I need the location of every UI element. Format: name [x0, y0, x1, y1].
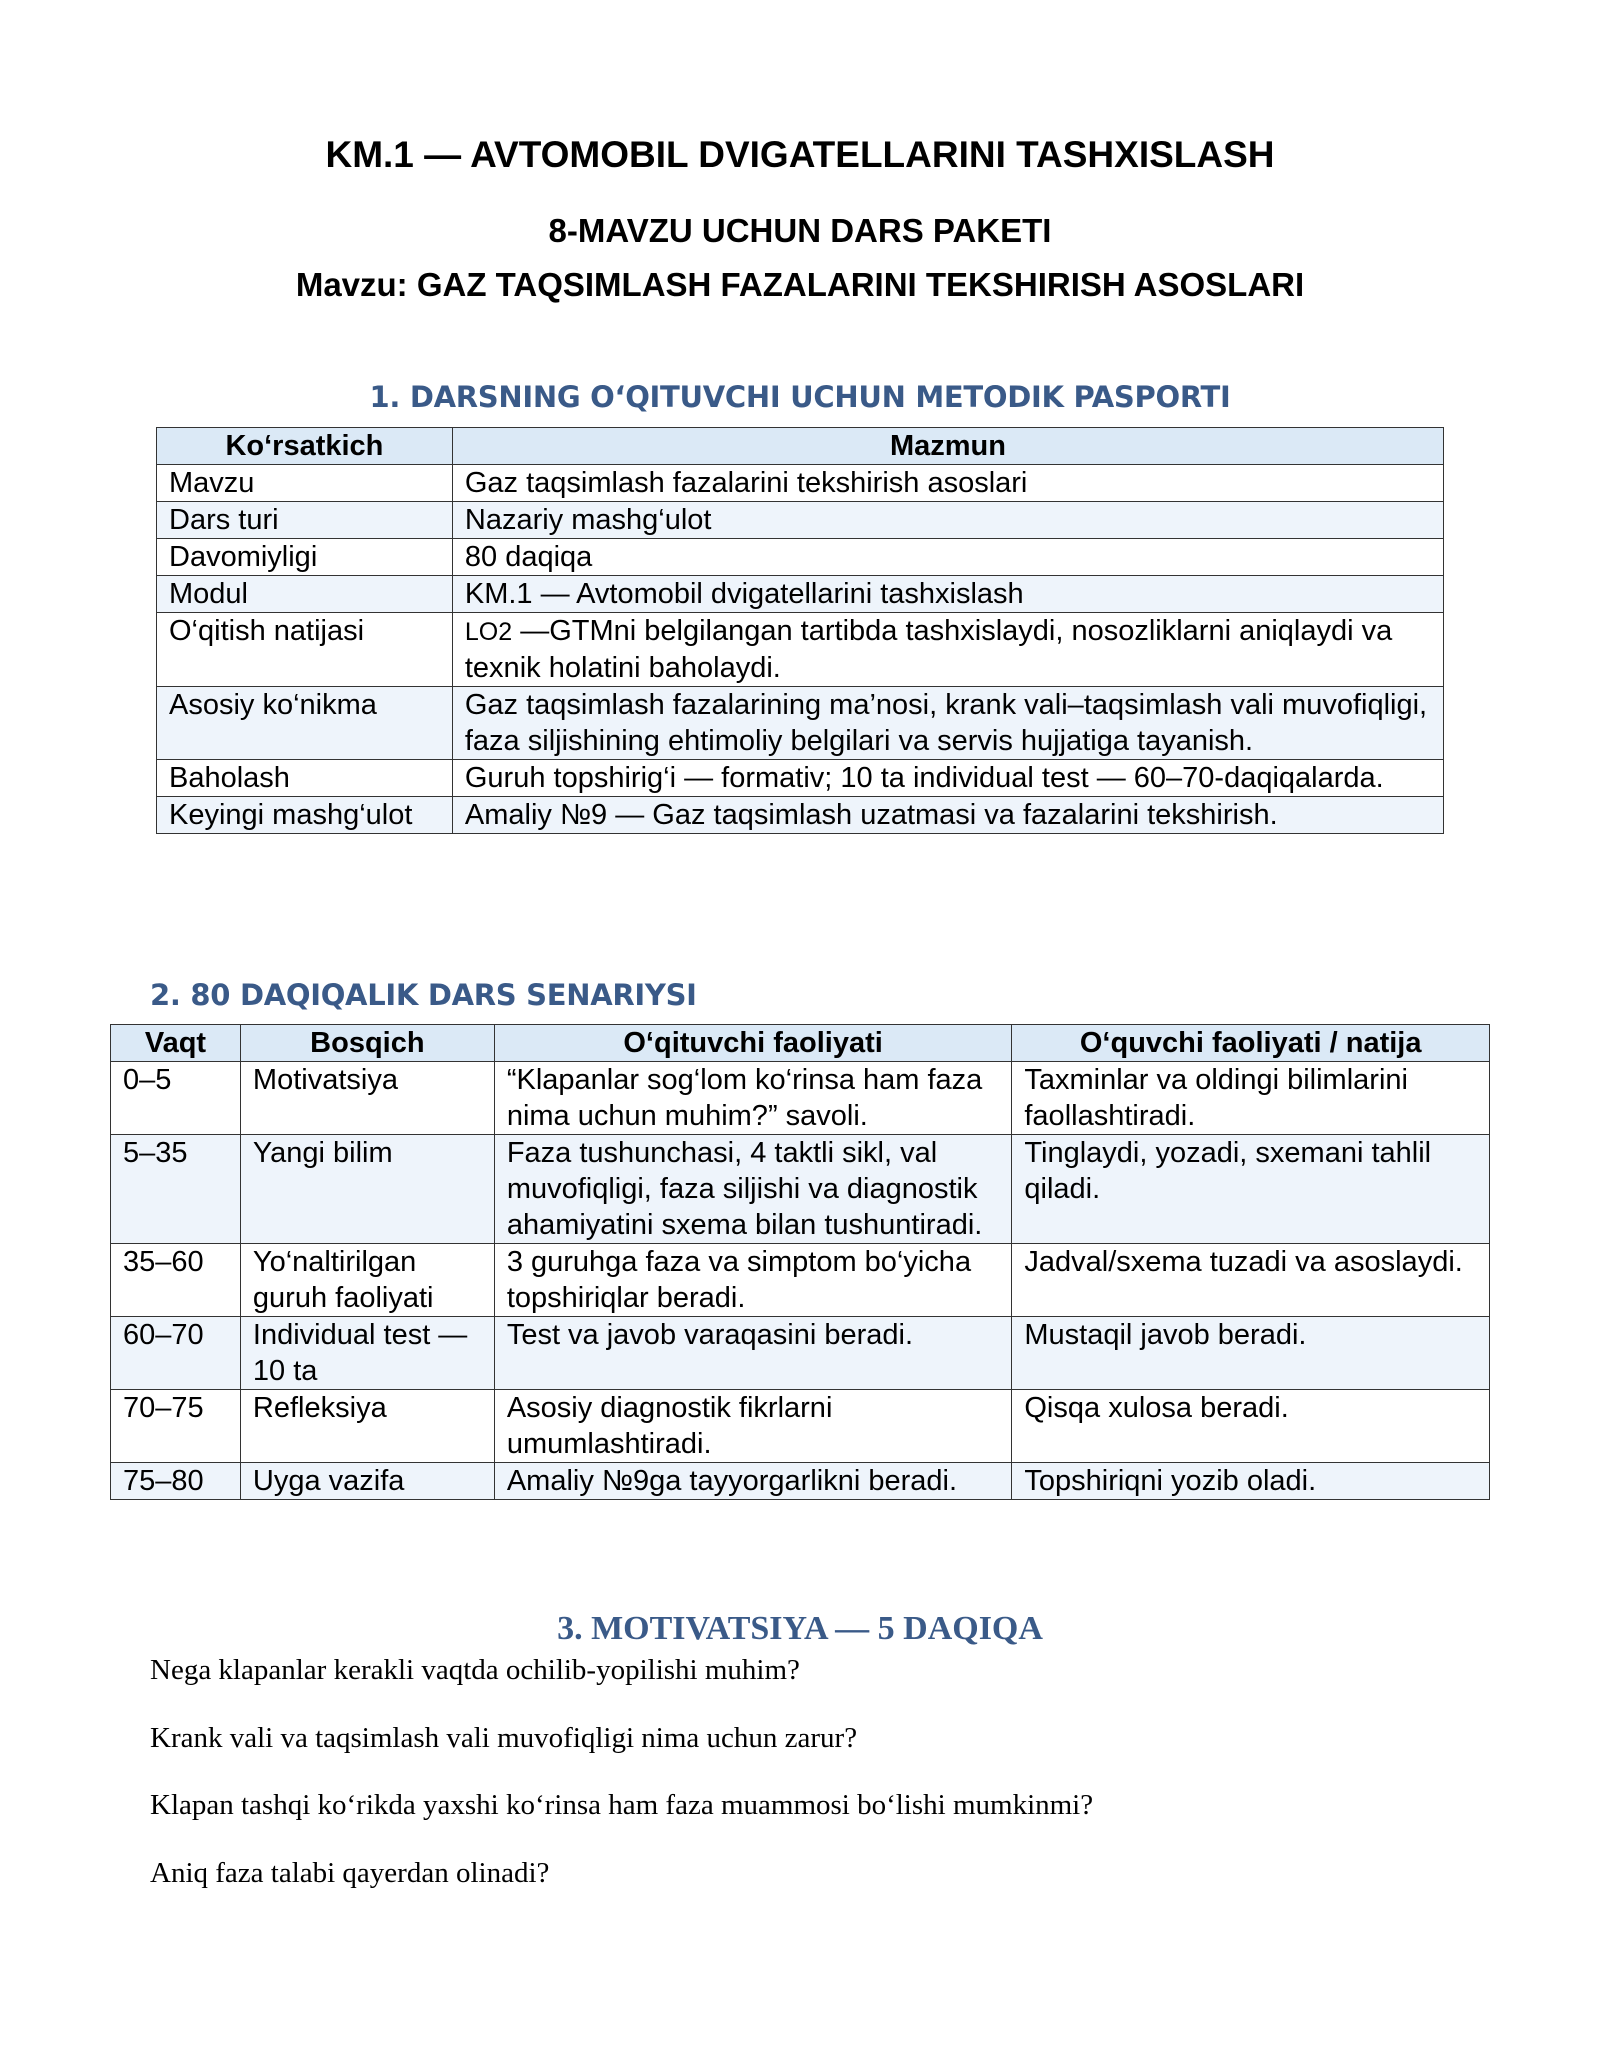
column-header: Vaqt: [111, 1025, 241, 1062]
row-label: Baholash: [157, 760, 453, 797]
section-1-heading: 1. DARSNING O‘QITUVCHI UCHUN METODIK PASPORTI: [369, 380, 1231, 414]
stage-cell: Yo‘naltirilgan guruh faoliyati: [240, 1244, 494, 1317]
table-row: [157, 576, 1444, 613]
row-value: Guruh topshirig‘i — formativ; 10 ta individual test — 60–70-daqiqalarda.: [452, 760, 1443, 797]
column-header: O‘qituvchi faoliyati: [494, 1025, 1012, 1062]
motivation-question: Nega klapanlar kerakli vaqtda ochilib-yopilishi muhim?: [150, 1654, 800, 1686]
learning-outcome-code: LO2: [464, 618, 513, 646]
time-cell: 60–70: [111, 1317, 241, 1390]
time-cell: 35–60: [111, 1244, 241, 1317]
row-label: Mavzu: [157, 465, 453, 502]
motivation-question: Klapan tashqi ko‘rikda yaxshi ko‘rinsa ham faza muammosi bo‘lishi mumkinmi?: [150, 1789, 1094, 1821]
time-cell: 5–35: [111, 1135, 241, 1244]
row-value: 80 daqiqa: [452, 539, 1443, 576]
teacher-activity-cell: “Klapanlar sog‘lom ko‘rinsa ham faza nima uchun muhim?” savoli.: [494, 1062, 1012, 1135]
table-header-row: [157, 428, 1444, 465]
row-label: Asosiy ko‘nikma: [157, 687, 453, 760]
time-cell: 0–5: [111, 1062, 241, 1135]
teacher-activity-cell: 3 guruhga faza va simptom bo‘yicha topshiriqlar beradi.: [494, 1244, 1012, 1317]
teacher-activity-cell: Test va javob varaqasini beradi.: [494, 1317, 1012, 1390]
table-row: [111, 1463, 1490, 1500]
methodology-passport-table: [156, 427, 1444, 834]
table-row: [111, 1135, 1490, 1244]
row-value: Amaliy №9 — Gaz taqsimlash uzatmasi va fazalarini tekshirish.: [452, 797, 1443, 834]
stage-cell: Individual test — 10 ta: [240, 1317, 494, 1390]
row-value: Gaz taqsimlash fazalarini tekshirish asoslari: [452, 465, 1443, 502]
row-label: O‘qitish natijasi: [157, 613, 453, 687]
column-header: Bosqich: [240, 1025, 494, 1062]
stage-cell: Yangi bilim: [240, 1135, 494, 1244]
row-label: Davomiyligi: [157, 539, 453, 576]
stage-cell: Uyga vazifa: [240, 1463, 494, 1500]
table-row: [111, 1244, 1490, 1317]
student-activity-cell: Jadval/sxema tuzadi va asoslaydi.: [1012, 1244, 1490, 1317]
row-value: Gaz taqsimlash fazalarining ma’nosi, krank vali–taqsimlash vali muvofiqligi, faza siljishining ehtimoliy belgilari va servis hujjatiga tayanish.: [452, 687, 1443, 760]
student-activity-cell: Tinglaydi, yozadi, sxemani tahlil qiladi.: [1012, 1135, 1490, 1244]
table-header-row: [111, 1025, 1490, 1062]
table-row: [157, 687, 1444, 760]
table-row: [157, 539, 1444, 576]
section-2-heading: 2. 80 DAQIQALIK DARS SENARIYSI: [150, 978, 697, 1012]
teacher-activity-cell: Amaliy №9ga tayyorgarlikni beradi.: [494, 1463, 1012, 1500]
student-activity-cell: Taxminlar va oldingi bilimlarini faollashtiradi.: [1012, 1062, 1490, 1135]
section-3-heading: 3. MOTIVATSIYA — 5 DAQIQA: [557, 1610, 1043, 1647]
row-label: Keyingi mashg‘ulot: [157, 797, 453, 834]
row-label: Dars turi: [157, 502, 453, 539]
stage-cell: Motivatsiya: [240, 1062, 494, 1135]
table-row: [157, 502, 1444, 539]
time-cell: 70–75: [111, 1390, 241, 1463]
document-subtitle: 8-MAVZU UCHUN DARS PAKETI: [548, 212, 1052, 249]
column-header: O‘quvchi faoliyati / natija: [1012, 1025, 1490, 1062]
motivation-question: Krank vali va taqsimlash vali muvofiqligi nima uchun zarur?: [150, 1722, 858, 1754]
table-row: [111, 1062, 1490, 1135]
table-row: [111, 1317, 1490, 1390]
document-title: KM.1 — AVTOMOBIL DVIGATELLARINI TASHXISLASH: [325, 134, 1275, 175]
row-value: KM.1 — Avtomobil dvigatellarini tashxislash: [452, 576, 1443, 613]
table-row: [157, 465, 1444, 502]
time-cell: 75–80: [111, 1463, 241, 1500]
student-activity-cell: Qisqa xulosa beradi.: [1012, 1390, 1490, 1463]
row-value: Nazariy mashg‘ulot: [452, 502, 1443, 539]
motivation-question: Aniq faza talabi qayerdan olinadi?: [150, 1857, 550, 1889]
lesson-scenario-table: [110, 1024, 1490, 1500]
column-header: Ko‘rsatkich: [157, 428, 453, 465]
student-activity-cell: Topshiriqni yozib oladi.: [1012, 1463, 1490, 1500]
student-activity-cell: Mustaqil javob beradi.: [1012, 1317, 1490, 1390]
teacher-activity-cell: Asosiy diagnostik fikrlarni umumlashtiradi.: [494, 1390, 1012, 1463]
row-value: [452, 613, 1443, 687]
column-header: Mazmun: [452, 428, 1443, 465]
row-label: Modul: [157, 576, 453, 613]
stage-cell: Refleksiya: [240, 1390, 494, 1463]
teacher-activity-cell: Faza tushunchasi, 4 taktli sikl, val muvofiqligi, faza siljishi va diagnostik ahamiyatini sxema bilan tushuntiradi.: [494, 1135, 1012, 1244]
learning-outcome-text: —GTMni belgilangan tartibda tashxislaydi, nosozliklarni aniqlaydi va texnik holatini baholaydi.: [464, 615, 1393, 684]
table-row: [157, 760, 1444, 797]
lesson-topic: Mavzu: GAZ TAQSIMLASH FAZALARINI TEKSHIRISH ASOSLARI: [295, 266, 1305, 303]
table-row: [157, 797, 1444, 834]
table-row: [157, 613, 1444, 687]
table-row: [111, 1390, 1490, 1463]
